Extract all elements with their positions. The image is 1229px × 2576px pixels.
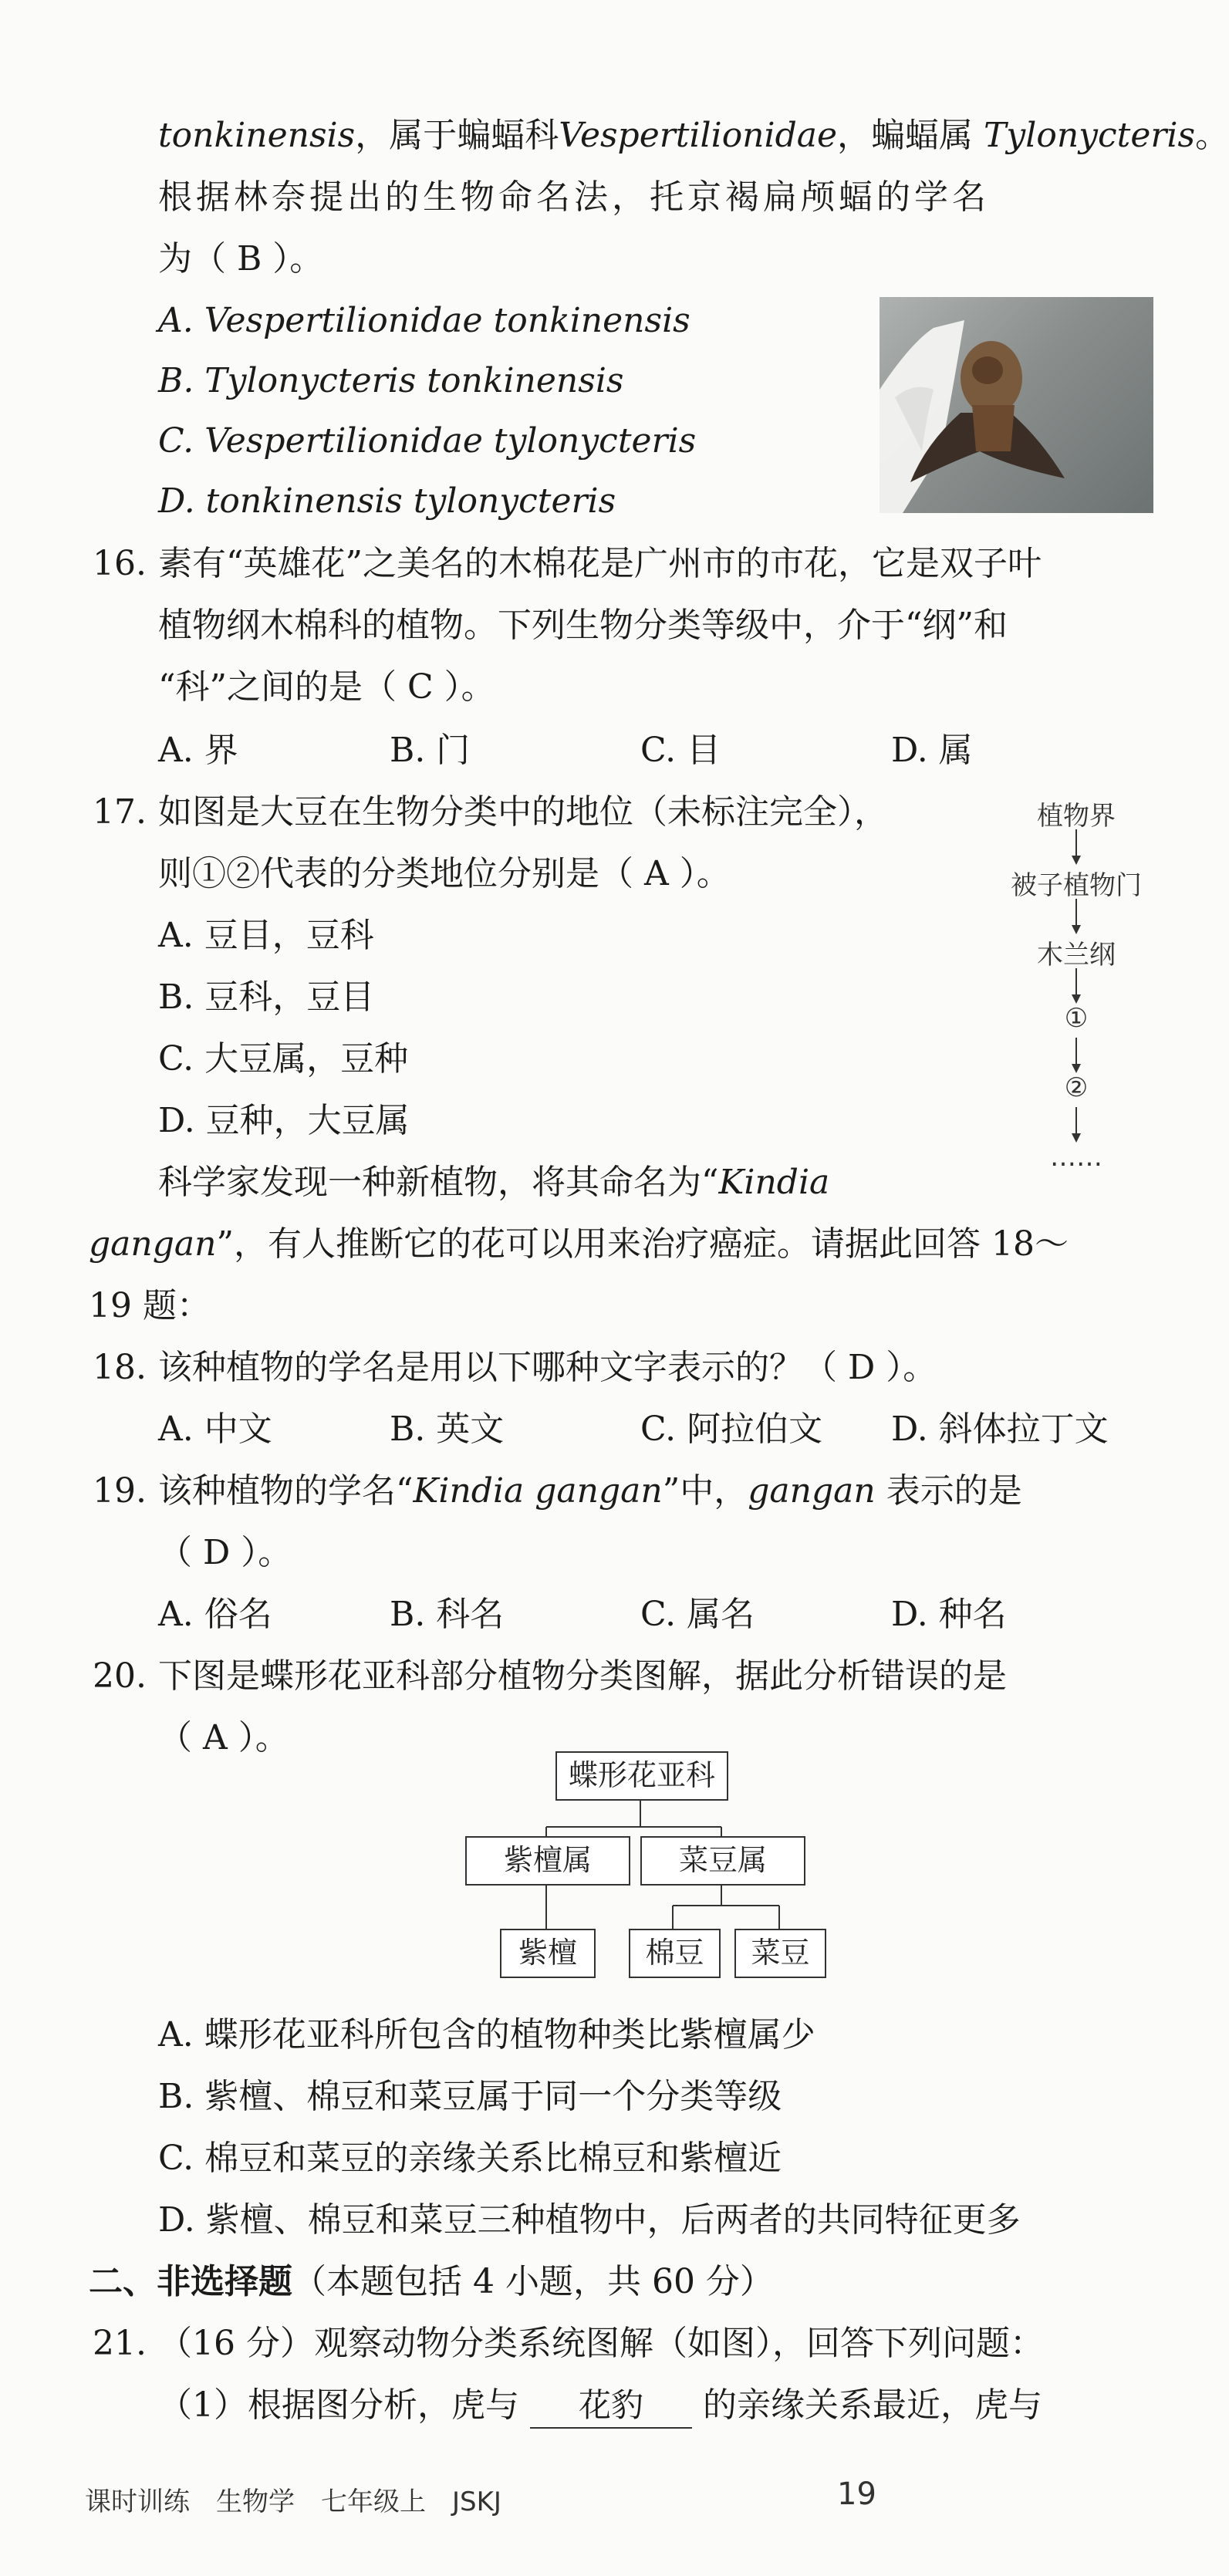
intro18-line3: 19 题：: [89, 1286, 211, 1325]
q16-number: 16.: [93, 544, 147, 583]
chain-class: 木兰纲: [1037, 940, 1116, 971]
q16-line2: 植物纲木棉科的植物。下列生物分类等级中，介于“纲”和: [158, 606, 1008, 645]
q17-option-d: D. 豆种，大豆属: [158, 1101, 410, 1140]
q19-option-b: B. 科名: [390, 1595, 505, 1634]
q17-line2: 则①②代表的分类地位分别是（ A ）。: [158, 854, 731, 893]
tree-species-pterocarpus: 紫檀: [500, 1929, 596, 1978]
page-number: 19: [837, 2476, 876, 2512]
q20-option-c: C. 棉豆和菜豆的亲缘关系比棉豆和紫檀近: [158, 2139, 782, 2178]
q19-option-a: A. 俗名: [158, 1595, 272, 1634]
q18-option-a: A. 中文: [158, 1410, 272, 1449]
q17-number: 17.: [93, 792, 147, 832]
tree-genus-pterocarpus: 紫檀属: [465, 1836, 630, 1886]
q20-option-d: D. 紫檀、棉豆和菜豆三种植物中，后两者的共同特征更多: [158, 2200, 1021, 2240]
chain-kingdom: 植物界: [1037, 801, 1116, 832]
q21-line1: （16 分）观察动物分类系统图解（如图），回答下列问题：: [158, 2324, 1044, 2363]
q18-line1: 该种植物的学名是用以下哪种文字表示的？（ D ）。: [158, 1348, 937, 1387]
q15-option-a: A. Vespertilionidae tonkinensis: [158, 301, 690, 340]
q21-answer-blank: 花豹: [530, 2384, 692, 2429]
q16-option-b: B. 门: [390, 731, 471, 770]
intro18-line1: 科学家发现一种新植物，将其命名为“Kindia: [158, 1163, 830, 1202]
chain-phylum: 被子植物门: [1011, 870, 1142, 901]
q21-number: 21.: [93, 2324, 147, 2363]
q20-option-a: A. 蝶形花亚科所包含的植物种类比紫檀属少: [158, 2015, 815, 2054]
chain-rank-1: ①: [1064, 1003, 1089, 1034]
q17-line1: 如图是大豆在生物分类中的地位（未标注完全），: [158, 792, 888, 832]
q16-option-d: D. 属: [891, 731, 973, 770]
q19-line2: （ D ）。: [158, 1533, 292, 1572]
q15-option-d: D. tonkinensis tylonycteris: [158, 481, 616, 521]
q17-option-b: B. 豆科，豆目: [158, 977, 375, 1017]
q21-line2: （1）根据图分析，虎与 花豹 的亲缘关系最近，虎与: [158, 2384, 1042, 2429]
q15-option-c: C. Vespertilionidae tylonycteris: [158, 421, 697, 461]
q19-number: 19.: [93, 1471, 147, 1511]
q20-option-b: B. 紫檀、棉豆和菜豆属于同一个分类等级: [158, 2077, 782, 2116]
q19-line1: 该种植物的学名“Kindia gangan”中，gangan 表示的是: [158, 1471, 1022, 1511]
q16-line1: 素有“英雄花”之美名的木棉花是广州市的市花，它是双子叶: [158, 544, 1042, 583]
q18-option-b: B. 英文: [390, 1410, 505, 1449]
q15-option-b: B. Tylonycteris tonkinensis: [158, 361, 624, 400]
intro18-line2: gangan”，有人推断它的花可以用来治疗癌症。请据此回答 18～: [89, 1224, 1069, 1264]
tree-root-subfamily: 蝶形花亚科: [555, 1751, 728, 1801]
tree-genus-phaseolus: 菜豆属: [640, 1836, 805, 1886]
q19-option-d: D. 种名: [891, 1595, 1007, 1634]
q16-option-c: C. 目: [640, 731, 721, 770]
q20-line2: （ A ）。: [158, 1718, 289, 1757]
q19-option-c: C. 属名: [640, 1595, 755, 1634]
q17-option-c: C. 大豆属，豆种: [158, 1039, 409, 1079]
q20-line1: 下图是蝶形花亚科部分植物分类图解，据此分析错误的是: [158, 1656, 1007, 1696]
tree-species-kidney-bean: 菜豆: [734, 1929, 826, 1978]
q15-line1: tonkinensis，属于蝙蝠科Vespertilionidae，蝙蝠属 Tylonycteris。: [158, 116, 1229, 155]
q15-line2: 根据林奈提出的生物命名法，托京褐扁颅蝠的学名: [158, 177, 990, 217]
chain-ellipsis: ……: [1050, 1142, 1102, 1173]
q20-number: 20.: [93, 1656, 147, 1696]
q16-line3: “科”之间的是（ C ）。: [158, 667, 495, 707]
section2-heading: 二、非选择题（本题包括 4 小题，共 60 分）: [89, 2262, 774, 2301]
q18-option-d: D. 斜体拉丁文: [891, 1410, 1109, 1449]
q16-option-a: A. 界: [158, 731, 238, 770]
chain-rank-2: ②: [1064, 1072, 1089, 1103]
footer-book-info: 课时训练 生物学 七年级上 JSKJ: [85, 2487, 501, 2517]
q18-option-c: C. 阿拉伯文: [640, 1410, 823, 1449]
tree-species-lima-bean: 棉豆: [629, 1929, 721, 1978]
q15-line3: 为（ B ）。: [158, 239, 324, 279]
q18-number: 18.: [93, 1348, 147, 1387]
q17-option-a: A. 豆目，豆科: [158, 916, 374, 955]
